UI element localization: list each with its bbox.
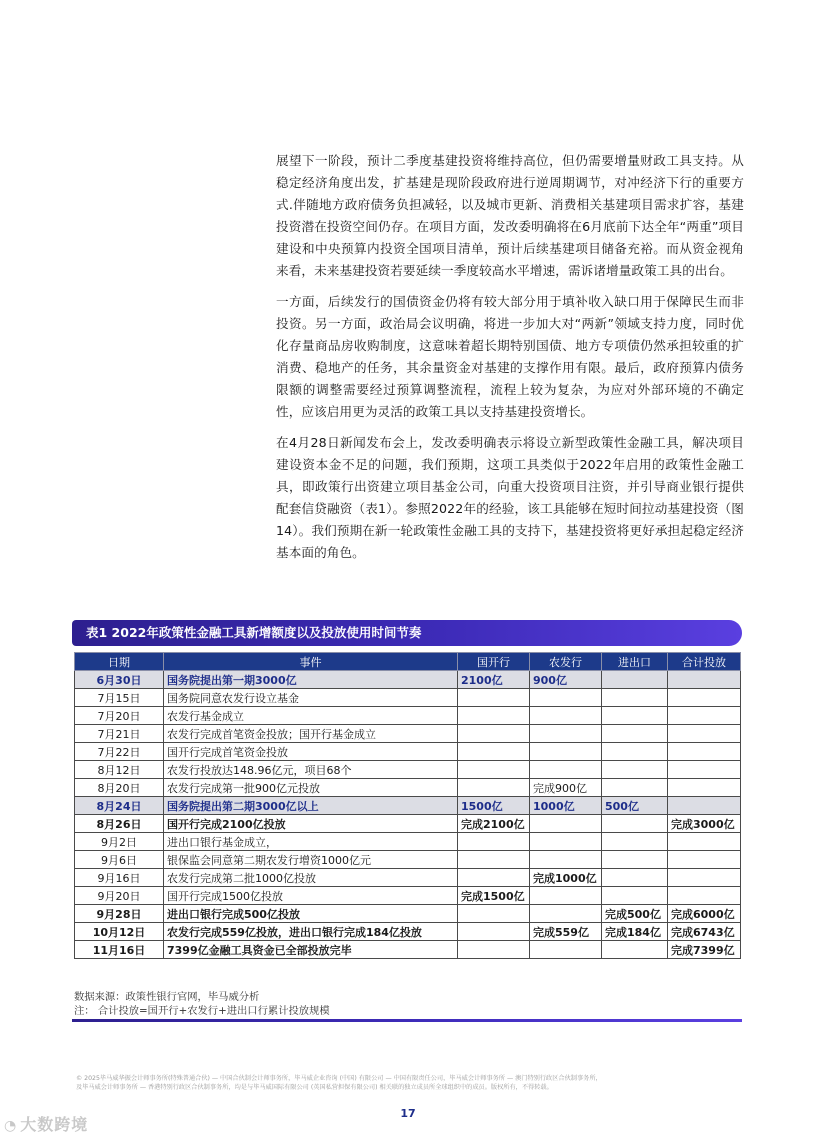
cell-total xyxy=(668,743,741,761)
cell-date: 8月26日 xyxy=(75,815,164,833)
cell-total xyxy=(668,779,741,797)
cell-date: 7月22日 xyxy=(75,743,164,761)
cell-date: 9月6日 xyxy=(75,851,164,869)
cell-date: 10月12日 xyxy=(75,923,164,941)
cell-cdb: 2100亿 xyxy=(458,671,530,689)
cell-total xyxy=(668,725,741,743)
table-row xyxy=(75,797,741,815)
cell-total xyxy=(668,689,741,707)
cell-event: 国务院提出第一期3000亿 xyxy=(164,671,458,689)
paragraph-policy-tool: 在4月28日新闻发布会上，发改委明确表示将设立新型政策性金融工具，解决项目建设资本金不足的问题，我们预期，这项工具类似于2022年启用的政策性金融工具，即政策行出资建立项目基金公司，向重大投资项目注资，并引导商业银行提供配套信贷融资（表1）。参照2022年的经验，该工具能够在短时间拉动基建投资（图14）。我们预期在新一轮政策性金融工具的支持下，基建投资将更好承担起稳定经济基本面的角色。 xyxy=(276,435,744,560)
cell-adbc: 900亿 xyxy=(530,671,602,689)
cell-adbc xyxy=(530,743,602,761)
cell-adbc xyxy=(530,707,602,725)
cell-date: 6月30日 xyxy=(75,671,164,689)
cell-total: 完成3000亿 xyxy=(668,815,741,833)
cell-adbc xyxy=(530,725,602,743)
cell-event: 国务院提出第二期3000亿以上 xyxy=(164,797,458,815)
cell-adbc: 完成900亿 xyxy=(530,779,602,797)
cell-date: 7月20日 xyxy=(75,707,164,725)
cell-event: 7399亿金融工具资金已全部投放完毕 xyxy=(164,941,458,959)
cell-adbc xyxy=(530,941,602,959)
table-row xyxy=(75,779,741,797)
column-header-date: 日期 xyxy=(75,653,164,671)
table-row xyxy=(75,725,741,743)
watermark-text: 大数跨境 xyxy=(20,1115,89,1134)
cell-total: 完成6000亿 xyxy=(668,905,741,923)
cell-total xyxy=(668,833,741,851)
cell-eximbank xyxy=(602,815,668,833)
policy-tool-timeline-table xyxy=(74,652,741,959)
paragraph-funding: 一方面，后续发行的国债资金仍将有较大部分用于填补收入缺口用于保障民生而非投资。另一方面，政治局会议明确，将进一步加大对“两新”领域支持力度，同时优化存量商品房收购制度，这意味着超长期特别国债、地方专项债仍然承担较重的扩消费、稳地产的任务，其余量资金对基建的支撑作用有限。最后，政府预算内债务限额的调整需要经过预算调整流程，流程上较为复杂，为应对外部环境的不确定性，应该启用更为灵活的政策工具以支持基建投资增长。 xyxy=(276,294,744,419)
paragraph-outlook: 展望下一阶段，预计二季度基建投资将维持高位，但仍需要增量财政工具支持。从稳定经济角度出发，扩基建是现阶段政府进行逆周期调节，对冲经济下行的重要方式.伴随地方政府债务负担减轻，以及城市更新、消费相关基建项目需求扩容，基建投资潜在投资空间仍存。在项目方面，发改委明确将在6月底前下达全年“两重”项目建设和中央预算内投资全国项目清单，预计后续基建项目储备充裕。而从资金视角来看，未来基建投资若要延续一季度较高水平增速，需诉诸增量政策工具的出台。 xyxy=(276,153,744,278)
cell-date: 8月12日 xyxy=(75,761,164,779)
cell-total: 完成6743亿 xyxy=(668,923,741,941)
cell-eximbank xyxy=(602,851,668,869)
body-text xyxy=(276,150,744,573)
cell-eximbank xyxy=(602,869,668,887)
cell-total xyxy=(668,761,741,779)
cell-event: 农发行投放达148.96亿元，项目68个 xyxy=(164,761,458,779)
cell-eximbank xyxy=(602,761,668,779)
cell-adbc xyxy=(530,689,602,707)
cell-event: 国务院同意农发行设立基金 xyxy=(164,689,458,707)
table-row xyxy=(75,923,741,941)
column-header-event: 事件 xyxy=(164,653,458,671)
table-row xyxy=(75,815,741,833)
cell-event: 国开行完成1500亿投放 xyxy=(164,887,458,905)
cell-date: 9月2日 xyxy=(75,833,164,851)
data-source-note: 数据来源：政策性银行官网，毕马威分析 xyxy=(74,991,260,1003)
calculation-note: 注： 合计投放=国开行+农发行+进出口行累计投放规模 xyxy=(74,1005,330,1017)
table-row xyxy=(75,743,741,761)
cell-eximbank xyxy=(602,887,668,905)
cell-cdb xyxy=(458,869,530,887)
cell-event: 进出口银行基金成立， xyxy=(164,833,458,851)
copyright-line-2: 及毕马威会计师事务所 — 香港特别行政区合伙制事务所，均是与毕马威国际有限公司 (英国私营担保有限公司) 相关联的独立成员所全球组织中的成员。版权所有，不得转载。 xyxy=(76,1084,553,1091)
cell-cdb xyxy=(458,707,530,725)
table-row xyxy=(75,851,741,869)
cell-date: 8月24日 xyxy=(75,797,164,815)
cell-eximbank xyxy=(602,941,668,959)
cell-adbc xyxy=(530,833,602,851)
cell-event: 农发行基金成立 xyxy=(164,707,458,725)
cell-total xyxy=(668,887,741,905)
cell-cdb: 1500亿 xyxy=(458,797,530,815)
cell-event: 国开行完成首笔资金投放 xyxy=(164,743,458,761)
column-header-cdb: 国开行 xyxy=(458,653,530,671)
column-header-eximbank: 进出口 xyxy=(602,653,668,671)
table-row xyxy=(75,671,741,689)
cell-cdb xyxy=(458,761,530,779)
table-row xyxy=(75,869,741,887)
cell-cdb xyxy=(458,833,530,851)
cell-event: 进出口银行完成500亿投放 xyxy=(164,905,458,923)
cell-eximbank: 500亿 xyxy=(602,797,668,815)
cell-total xyxy=(668,851,741,869)
cell-adbc: 完成1000亿 xyxy=(530,869,602,887)
cell-eximbank: 完成184亿 xyxy=(602,923,668,941)
cell-total: 完成7399亿 xyxy=(668,941,741,959)
cell-cdb xyxy=(458,923,530,941)
cell-total xyxy=(668,797,741,815)
cell-eximbank xyxy=(602,743,668,761)
cell-adbc xyxy=(530,815,602,833)
cell-eximbank xyxy=(602,725,668,743)
cell-total xyxy=(668,707,741,725)
cell-event: 农发行完成第一批900亿元投放 xyxy=(164,779,458,797)
cell-event: 农发行完成第二批1000亿投放 xyxy=(164,869,458,887)
cell-event: 农发行完成首笔资金投放；国开行基金成立 xyxy=(164,725,458,743)
table-row xyxy=(75,941,741,959)
table-header-row xyxy=(75,653,741,671)
cell-eximbank xyxy=(602,833,668,851)
divider xyxy=(72,1019,742,1022)
cell-cdb: 完成2100亿 xyxy=(458,815,530,833)
table-row xyxy=(75,707,741,725)
table-row xyxy=(75,689,741,707)
cell-adbc xyxy=(530,851,602,869)
cell-date: 11月16日 xyxy=(75,941,164,959)
cell-date: 9月28日 xyxy=(75,905,164,923)
cell-adbc xyxy=(530,887,602,905)
table-row xyxy=(75,833,741,851)
watermark xyxy=(4,1112,88,1135)
cell-cdb xyxy=(458,941,530,959)
cell-total xyxy=(668,869,741,887)
cell-cdb xyxy=(458,743,530,761)
table-title: 表1 2022年政策性金融工具新增额度以及投放使用时间节奏 xyxy=(72,620,742,646)
cell-event: 国开行完成2100亿投放 xyxy=(164,815,458,833)
cell-cdb xyxy=(458,779,530,797)
cell-eximbank xyxy=(602,689,668,707)
cell-cdb xyxy=(458,725,530,743)
cell-cdb xyxy=(458,905,530,923)
watermark-logo-icon: ◔ xyxy=(4,1118,18,1134)
cell-cdb xyxy=(458,851,530,869)
cell-date: 9月20日 xyxy=(75,887,164,905)
cell-date: 9月16日 xyxy=(75,869,164,887)
cell-cdb: 完成1500亿 xyxy=(458,887,530,905)
cell-adbc xyxy=(530,905,602,923)
cell-date: 7月21日 xyxy=(75,725,164,743)
cell-adbc: 完成559亿 xyxy=(530,923,602,941)
cell-cdb xyxy=(458,689,530,707)
cell-eximbank xyxy=(602,779,668,797)
table-row xyxy=(75,887,741,905)
copyright-line-1: © 2025毕马威华振会计师事务所(特殊普通合伙) — 中国合伙制会计师事务所，毕马威企业咨询 (中国) 有限公司 — 中国有限责任公司，毕马威会计师事务所 — 澳门特别行政区合伙制事务所， xyxy=(76,1075,602,1082)
cell-adbc: 1000亿 xyxy=(530,797,602,815)
cell-total xyxy=(668,671,741,689)
cell-event: 农发行完成559亿投放，进出口银行完成184亿投放 xyxy=(164,923,458,941)
cell-eximbank: 完成500亿 xyxy=(602,905,668,923)
cell-eximbank xyxy=(602,671,668,689)
table-row xyxy=(75,761,741,779)
page-number: 17 xyxy=(400,1107,416,1120)
copyright-footer xyxy=(76,1074,740,1092)
cell-date: 7月15日 xyxy=(75,689,164,707)
table-notes xyxy=(74,990,330,1018)
cell-adbc xyxy=(530,761,602,779)
cell-eximbank xyxy=(602,707,668,725)
column-header-adbc: 农发行 xyxy=(530,653,602,671)
cell-date: 8月20日 xyxy=(75,779,164,797)
cell-event: 银保监会同意第二期农发行增资1000亿元 xyxy=(164,851,458,869)
table-row xyxy=(75,905,741,923)
column-header-total: 合计投放 xyxy=(668,653,741,671)
